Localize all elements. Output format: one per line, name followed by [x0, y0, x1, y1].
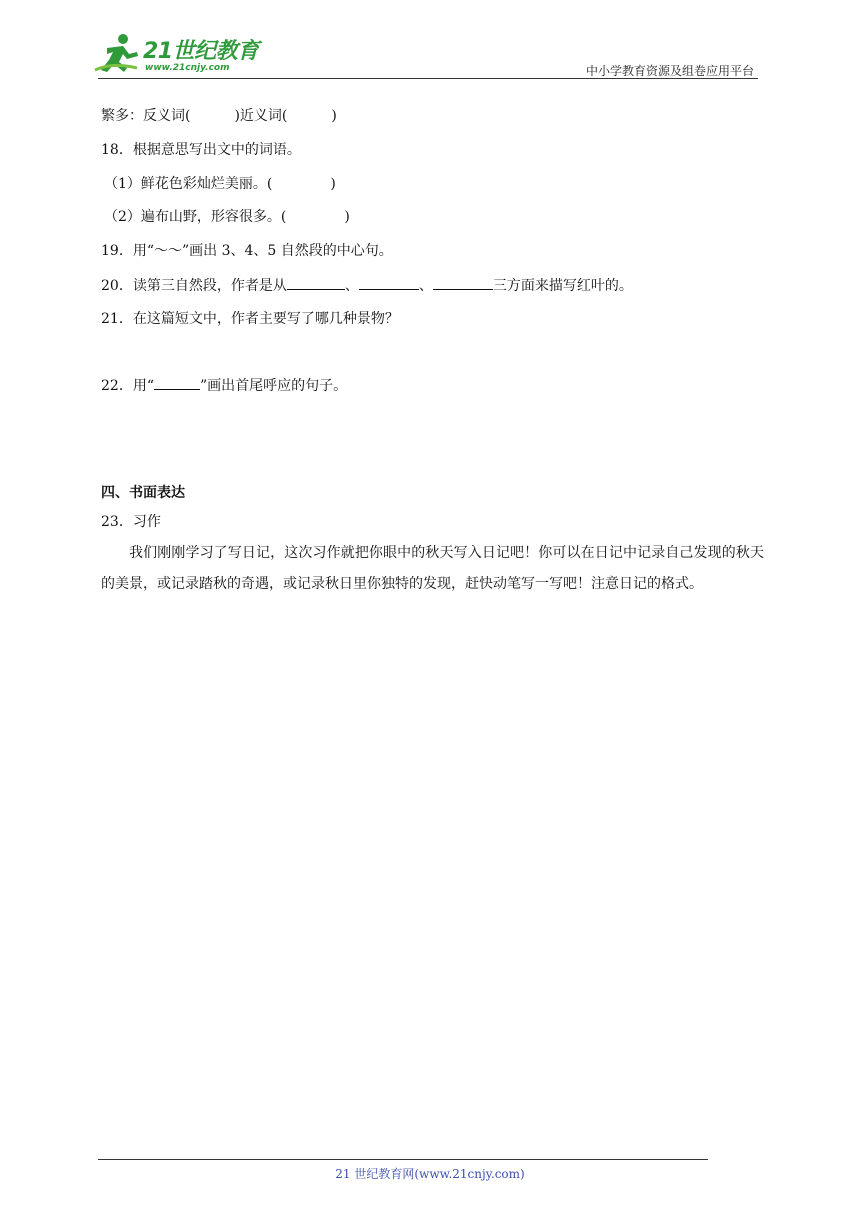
- text: 三方面来描写红叶的。: [492, 278, 633, 294]
- question-21: 21．在这篇短文中，作者主要写了哪几种景物？: [101, 311, 399, 327]
- writing-prompt: 我们刚刚学习了写日记，这次习作就把你眼中的秋天写入日记吧！你可以在日记中记录自己发现的秋天的美景，或记录踏秋的奇遇，或记录秋日里你独特的发现，赶快动笔写一写吧！注意日记的格式。: [101, 545, 764, 592]
- text: （2）遍布山野，形容很多。(: [104, 209, 287, 225]
- text: ): [331, 108, 337, 124]
- question-18-1: [104, 174, 336, 194]
- answer-blank-3[interactable]: [433, 275, 493, 290]
- logo-url: www.21cnjy.com: [145, 63, 230, 73]
- footer-divider: [98, 1159, 708, 1160]
- answer-blank-1[interactable]: [287, 275, 345, 290]
- question-18: 18．根据意思写出文中的词语。: [101, 142, 301, 158]
- page-header: [0, 0, 860, 80]
- text: )近义词(: [234, 108, 288, 124]
- text: ”画出首尾呼应的句子。: [199, 378, 348, 394]
- question-20: [101, 275, 633, 296]
- text: ): [344, 209, 350, 225]
- answer-blank[interactable]: [154, 375, 200, 390]
- header-divider: [98, 78, 758, 79]
- question-19: 19．用“～～”画出 3、4、5 自然段的中心句。: [101, 243, 393, 259]
- question-22: [101, 375, 347, 396]
- platform-name: 中小学教育资源及组卷应用平台: [585, 64, 754, 78]
- logo: [93, 32, 263, 78]
- text: 20．读第三自然段，作者是从: [101, 278, 287, 294]
- synonym-antonym-line: [101, 106, 337, 126]
- text: 、: [418, 278, 433, 294]
- question-18-2: [104, 207, 350, 227]
- answer-blank-2[interactable]: [359, 275, 419, 290]
- footer-text: 21 世纪教育网(www.21cnjy.com): [335, 1167, 525, 1181]
- text: 、: [344, 278, 359, 294]
- logo-text: 21世纪教育: [143, 39, 259, 64]
- question-23: 23．习作: [101, 514, 161, 530]
- text: 22．用“: [101, 378, 154, 394]
- text: （1）鲜花色彩灿烂美丽。(: [104, 176, 273, 192]
- runner-logo-icon: [93, 32, 143, 76]
- section-title: 四、书面表达: [101, 485, 185, 501]
- text: 繁多：反义词(: [101, 108, 191, 124]
- text: ): [330, 176, 336, 192]
